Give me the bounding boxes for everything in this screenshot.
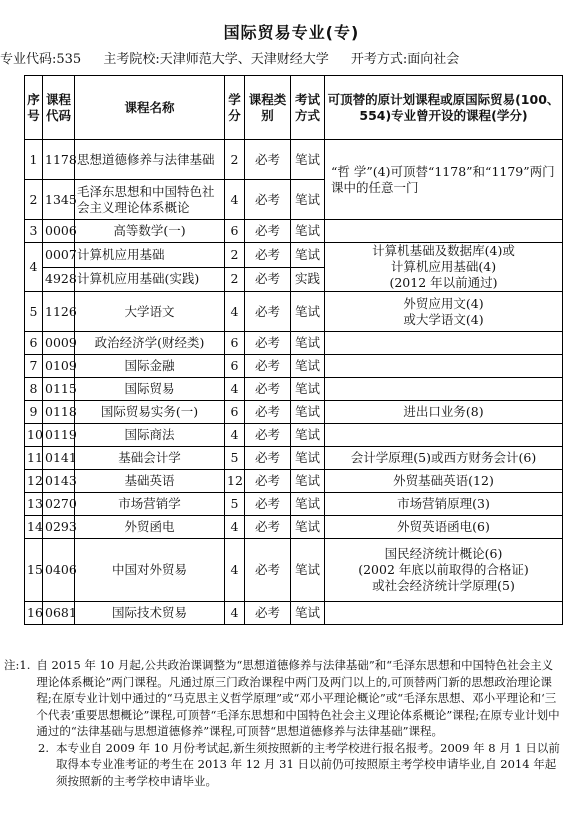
cell-replace (325, 424, 563, 447)
header-name: 课程名称 (75, 76, 225, 140)
cell-name: 国际金融 (75, 355, 225, 378)
cell-type: 必考 (245, 401, 291, 424)
cell-code: 0270 (43, 493, 75, 516)
cell-credit: 4 (225, 180, 245, 220)
cell-seq: 13 (25, 493, 43, 516)
cell-credit: 4 (225, 516, 245, 539)
cell-code: 0406 (43, 539, 75, 602)
course-table (24, 75, 563, 625)
cell-name: 中国对外贸易 (75, 539, 225, 602)
note-1-label: 1. (19, 658, 31, 672)
cell-seq: 7 (25, 355, 43, 378)
cell-seq: 5 (25, 292, 43, 332)
cell-type: 必考 (245, 447, 291, 470)
cell-code: 0293 (43, 516, 75, 539)
page-title: 国际贸易专业(专) (223, 23, 360, 42)
cell-name: 市场营销学 (75, 493, 225, 516)
cell-credit: 2 (225, 140, 245, 180)
cell-exam: 笔试 (291, 140, 325, 180)
cell-credit: 6 (225, 355, 245, 378)
cell-replace (325, 220, 563, 243)
cell-seq: 15 (25, 539, 43, 602)
cell-exam: 笔试 (291, 424, 325, 447)
table-row (25, 447, 563, 470)
table-row (25, 401, 563, 424)
cell-exam: 笔试 (291, 378, 325, 401)
cell-type: 必考 (245, 180, 291, 220)
cell-credit: 2 (225, 243, 245, 268)
cell-replace (325, 355, 563, 378)
cell-code: 1126 (43, 292, 75, 332)
cell-name: 国际技术贸易 (75, 602, 225, 625)
cell-credit: 4 (225, 292, 245, 332)
cell-type: 必考 (245, 470, 291, 493)
cell-seq: 12 (25, 470, 43, 493)
cell-exam: 笔试 (291, 180, 325, 220)
cell-code: 0143 (43, 470, 75, 493)
header-type: 课程类别 (245, 76, 291, 140)
cell-type: 必考 (245, 220, 291, 243)
cell-name: 国际贸易 (75, 378, 225, 401)
cell-code: 4928 (43, 267, 75, 292)
cell-name: 外贸函电 (75, 516, 225, 539)
cell-exam: 笔试 (291, 493, 325, 516)
cell-code: 0118 (43, 401, 75, 424)
cell-type: 必考 (245, 140, 291, 180)
cell-exam: 笔试 (291, 355, 325, 378)
cell-code: 0141 (43, 447, 75, 470)
cell-replace: 进出口业务(8) (325, 401, 563, 424)
cell-replace (325, 602, 563, 625)
cell-credit: 6 (225, 401, 245, 424)
cell-replace (325, 378, 563, 401)
cell-seq: 9 (25, 401, 43, 424)
cell-exam: 实践 (291, 267, 325, 292)
cell-seq: 14 (25, 516, 43, 539)
table-row (25, 516, 563, 539)
cell-credit: 4 (225, 378, 245, 401)
cell-exam: 笔试 (291, 401, 325, 424)
table-row (25, 332, 563, 355)
cell-replace: 外贸应用文(4) 或大学语文(4) (325, 292, 563, 332)
cell-seq: 1 (25, 140, 43, 180)
cell-exam: 笔试 (291, 292, 325, 332)
cell-type: 必考 (245, 378, 291, 401)
cell-name: 国际贸易实务(一) (75, 401, 225, 424)
note-2-label: 2. (38, 740, 49, 755)
cell-type: 必考 (245, 332, 291, 355)
table-row (25, 470, 563, 493)
cell-credit: 12 (225, 470, 245, 493)
cell-name: 思想道德修养与法律基础 (75, 140, 225, 180)
cell-credit: 2 (225, 267, 245, 292)
cell-replace: 国民经济统计概论(6) (2002 年底以前取得的合格证) 或社会经济统计学原理(5) (325, 539, 563, 602)
table-row (25, 140, 563, 180)
cell-type: 必考 (245, 355, 291, 378)
cell-name: 毛泽东思想和中国特色社会主义理论体系概论 (75, 180, 225, 220)
cell-code: 0119 (43, 424, 75, 447)
exam-mode: 开考方式:面向社会 (350, 52, 460, 67)
cell-credit: 6 (225, 332, 245, 355)
cell-name: 政治经济学(财经类) (75, 332, 225, 355)
cell-exam: 笔试 (291, 516, 325, 539)
cell-code: 0109 (43, 355, 75, 378)
table-row (25, 355, 563, 378)
table-row (25, 493, 563, 516)
table-row (25, 602, 563, 625)
table-row (25, 243, 563, 268)
cell-replace: 市场营销原理(3) (325, 493, 563, 516)
cell-replace (325, 332, 563, 355)
cell-credit: 4 (225, 602, 245, 625)
cell-code: 0115 (43, 378, 75, 401)
table-row (25, 292, 563, 332)
cell-credit: 4 (225, 424, 245, 447)
cell-code: 0006 (43, 220, 75, 243)
cell-code: 1178 (43, 140, 75, 180)
cell-seq: 6 (25, 332, 43, 355)
notes (4, 657, 560, 789)
cell-name: 基础会计学 (75, 447, 225, 470)
cell-seq: 4 (25, 243, 43, 292)
cell-type: 必考 (245, 602, 291, 625)
header-code: 课程代码 (43, 76, 75, 140)
cell-seq: 10 (25, 424, 43, 447)
cell-exam: 笔试 (291, 447, 325, 470)
cell-credit: 5 (225, 447, 245, 470)
table-row (25, 424, 563, 447)
cell-replace-merged-1-2: “哲 学”(4)可顶替“1178”和“1179”两门课中的任意一门 (325, 140, 563, 220)
note-2 (4, 740, 560, 790)
header-exam: 考试方式 (291, 76, 325, 140)
header-replace: 可顶替的原计划课程或原国际贸易(100、554)专业曾开设的课程(学分) (325, 76, 563, 140)
cell-exam: 笔试 (291, 332, 325, 355)
cell-seq: 16 (25, 602, 43, 625)
cell-seq: 3 (25, 220, 43, 243)
program-meta (0, 48, 583, 67)
cell-exam: 笔试 (291, 243, 325, 268)
cell-replace: 会计学原理(5)或西方财务会计(6) (325, 447, 563, 470)
cell-type: 必考 (245, 267, 291, 292)
cell-type: 必考 (245, 516, 291, 539)
note-2-text: 本专业自 2009 年 10 月份考试起,新生须按照新的主考学校进行报名报考。2009 年 8 月 1 日以前取得本专业准考证的考生在 2013 年 12 月 31 日以前仍可按照原主考学校申请毕业,自 2014 年起须按照新的主考学校申请毕业。 (56, 740, 560, 788)
cell-replace: 外贸基础英语(12) (325, 470, 563, 493)
cell-exam: 笔试 (291, 539, 325, 602)
cell-type: 必考 (245, 292, 291, 332)
note-1 (4, 657, 560, 740)
cell-code: 0681 (43, 602, 75, 625)
table-row (25, 220, 563, 243)
cell-seq: 2 (25, 180, 43, 220)
cell-name: 高等数学(一) (75, 220, 225, 243)
cell-name: 国际商法 (75, 424, 225, 447)
table-row (25, 539, 563, 602)
cell-exam: 笔试 (291, 220, 325, 243)
note-1-text: 自 2015 年 10 月起,公共政治课调整为“思想道德修养与法律基础”和“毛泽东思想和中国特色社会主义理论体系概论”两门课程。凡通过原三门政治课程中两门及两门以上的,可顶替两门新的思想政治理论课程;在原专业计划中通过的“马克思主义哲学原理”或“邓小平理论概论”或“毛泽东思想、邓小平理论和‘三个代表’重要思想概论”课程,可顶替“毛泽东思想和中国特色社会主义理论体系概论”课程;在原专业计划中通过的“法律基础与思想道德修养”课程,可顶替“思想道德修养与法律基础”课程。 (36, 658, 560, 738)
cell-type: 必考 (245, 243, 291, 268)
cell-code: 1345 (43, 180, 75, 220)
cell-name: 大学语文 (75, 292, 225, 332)
cell-replace-merged-4: 计算机基础及数据库(4)或 计算机应用基础(4) (2012 年以前通过) (325, 243, 563, 292)
exam-school: 主考院校:天津师范大学、天津财经大学 (103, 52, 329, 67)
cell-credit: 4 (225, 539, 245, 602)
cell-type: 必考 (245, 539, 291, 602)
cell-credit: 6 (225, 220, 245, 243)
cell-name: 计算机应用基础(实践) (75, 267, 225, 292)
notes-prefix: 注: (4, 658, 20, 672)
cell-replace: 外贸英语函电(6) (325, 516, 563, 539)
cell-code: 0009 (43, 332, 75, 355)
cell-name: 计算机应用基础 (75, 243, 225, 268)
table-header-row (25, 76, 563, 140)
cell-name: 基础英语 (75, 470, 225, 493)
header-seq: 序号 (25, 76, 43, 140)
cell-exam: 笔试 (291, 602, 325, 625)
cell-credit: 5 (225, 493, 245, 516)
cell-type: 必考 (245, 493, 291, 516)
cell-code: 0007 (43, 243, 75, 268)
cell-exam: 笔试 (291, 470, 325, 493)
program-code: 专业代码:535 (0, 52, 82, 67)
cell-type: 必考 (245, 424, 291, 447)
cell-seq: 8 (25, 378, 43, 401)
cell-seq: 11 (25, 447, 43, 470)
header-credit: 学分 (225, 76, 245, 140)
table-row (25, 378, 563, 401)
